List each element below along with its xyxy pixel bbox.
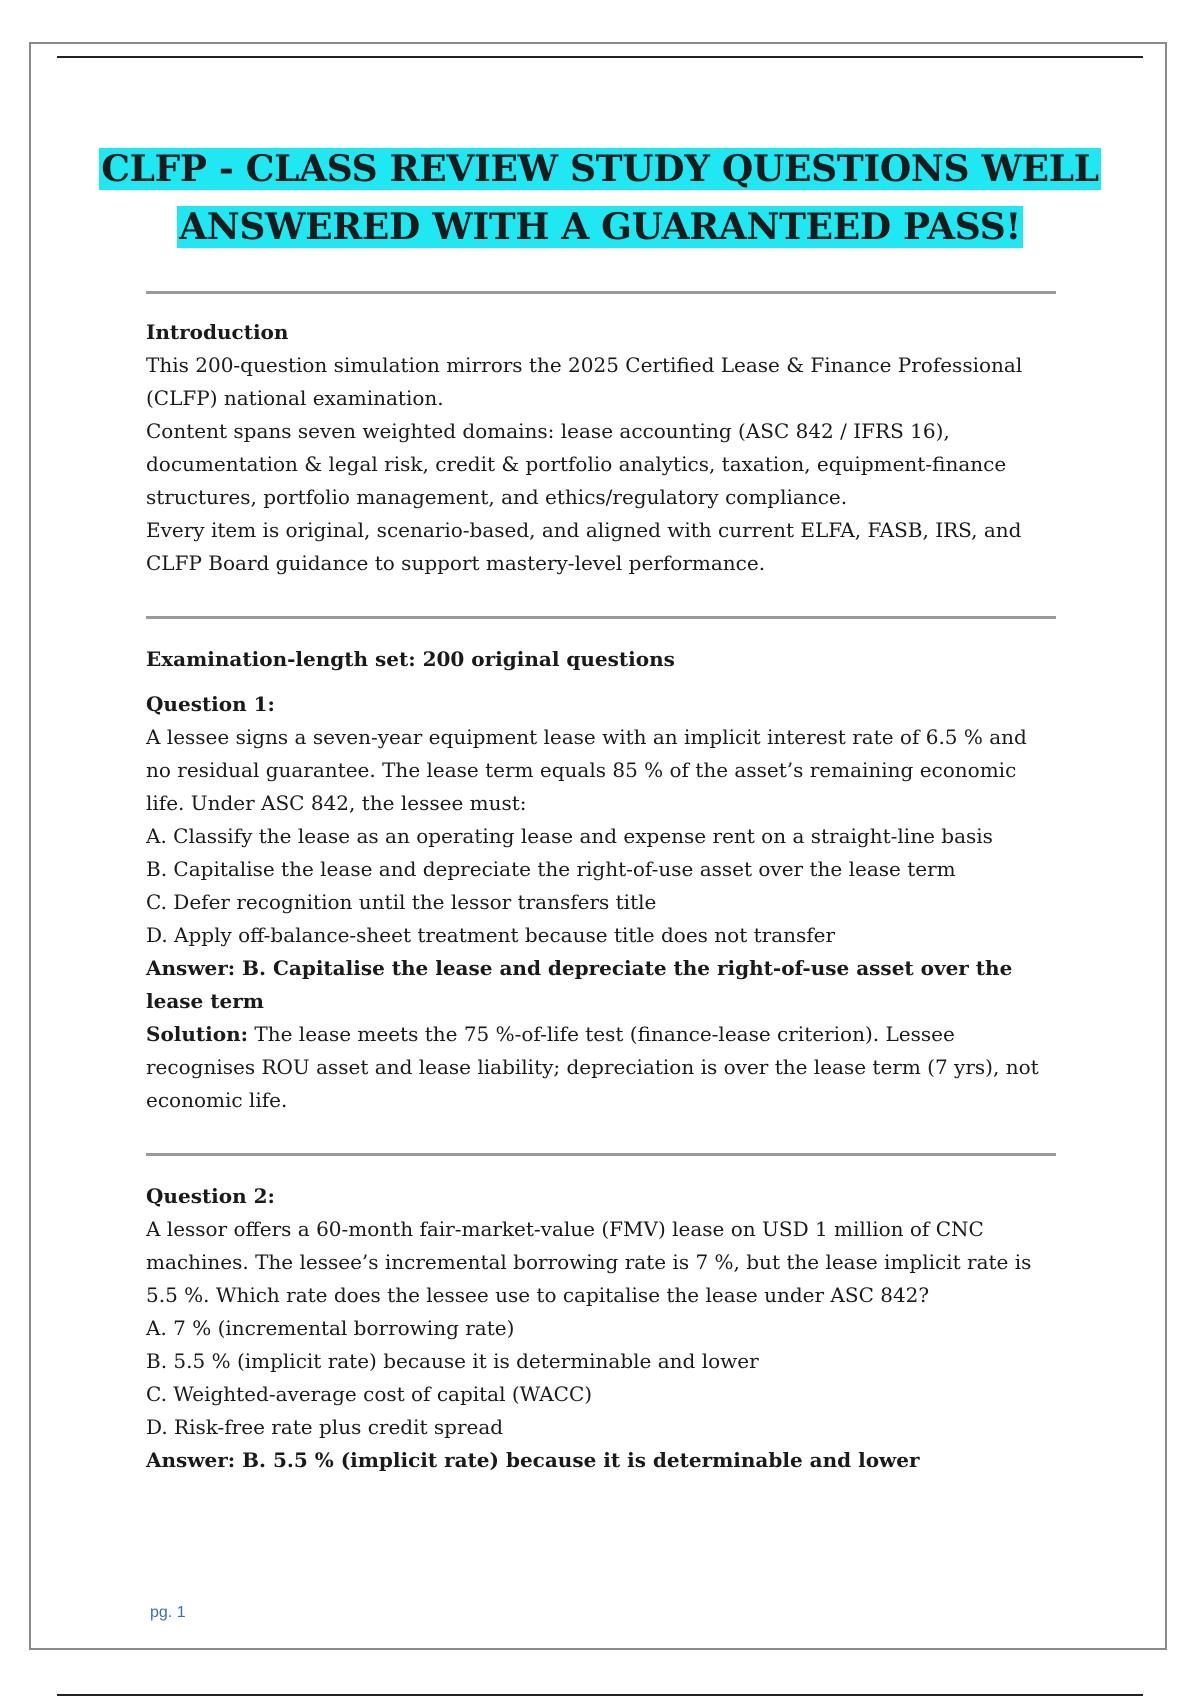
question-stem: A lessee signs a seven-year equipment lease with an implicit interest rate of 6.5 % and no residual guarantee. The lease term equals 85 % of the asset’s remaining economic life. Under ASC 842, the lessee must: (146, 725, 1027, 815)
intro-line-3: Every item is original, scenario-based, and aligned with current ELFA, FASB, IRS, and CLFP Board guidance to support mastery-level performance. (146, 518, 1022, 575)
intro-line-2: Content spans seven weighted domains: lease accounting (ASC 842 / IFRS 16), documentation & legal risk, credit & portfolio analytics, taxation, equipment-finance structures, portfolio management, and ethics/regulatory compliance. (146, 419, 1007, 509)
question-1 (146, 688, 1056, 1117)
option-b: B. 5.5 % (implicit rate) because it is determinable and lower (146, 1349, 759, 1373)
option-d: D. Risk-free rate plus credit spread (146, 1415, 504, 1439)
solution-label: Solution: (146, 1022, 249, 1046)
bottom-rule (57, 1694, 1143, 1696)
title-line-1: CLFP - CLASS REVIEW STUDY QUESTIONS WELL (101, 148, 1099, 190)
intro-section (146, 316, 1056, 580)
section-divider (146, 616, 1056, 619)
answer: Answer: B. Capitalise the lease and depreciate the right-of-use asset over the lease term (146, 956, 1013, 1013)
solution-text: The lease meets the 75 %-of-life test (finance-lease criterion). Lessee recognises ROU asset and lease liability; depreciation is over the lease term (7 yrs), not economic life. (146, 1022, 1039, 1112)
title-divider (146, 291, 1056, 294)
option-a: A. 7 % (incremental borrowing rate) (146, 1316, 515, 1340)
document-title (60, 140, 1140, 256)
question-stem: A lessor offers a 60-month fair-market-value (FMV) lease on USD 1 million of CNC machines. The lessee’s incremental borrowing rate is 7 %, but the lease implicit rate is 5.5 %. Which rate does the lessee use to capitalise the lease under ASC 842? (146, 1217, 1032, 1307)
answer: Answer: B. 5.5 % (implicit rate) because it is determinable and lower (146, 1448, 920, 1472)
set-heading: Examination-length set: 200 original questions (146, 647, 675, 671)
question-2 (146, 1180, 1056, 1477)
document-body (146, 316, 1056, 1477)
intro-line-1: This 200-question simulation mirrors the 2025 Certified Lease & Finance Professional (CLFP) national examination. (146, 353, 1023, 410)
option-b: B. Capitalise the lease and depreciate the right-of-use asset over the lease term (146, 857, 956, 881)
intro-heading: Introduction (146, 320, 289, 344)
option-c: C. Weighted-average cost of capital (WACC) (146, 1382, 593, 1406)
title-line-2: ANSWERED WITH A GUARANTEED PASS! (179, 206, 1021, 248)
header-rule (57, 56, 1143, 58)
option-d: D. Apply off-balance-sheet treatment because title does not transfer (146, 923, 836, 947)
question-label: Question 1: (146, 692, 275, 716)
option-a: A. Classify the lease as an operating lease and expense rent on a straight-line basis (146, 824, 993, 848)
solution (146, 1018, 1056, 1117)
page-number: pg. 1 (150, 1604, 186, 1621)
question-label: Question 2: (146, 1184, 275, 1208)
option-c: C. Defer recognition until the lessor transfers title (146, 890, 657, 914)
question-divider (146, 1153, 1056, 1156)
